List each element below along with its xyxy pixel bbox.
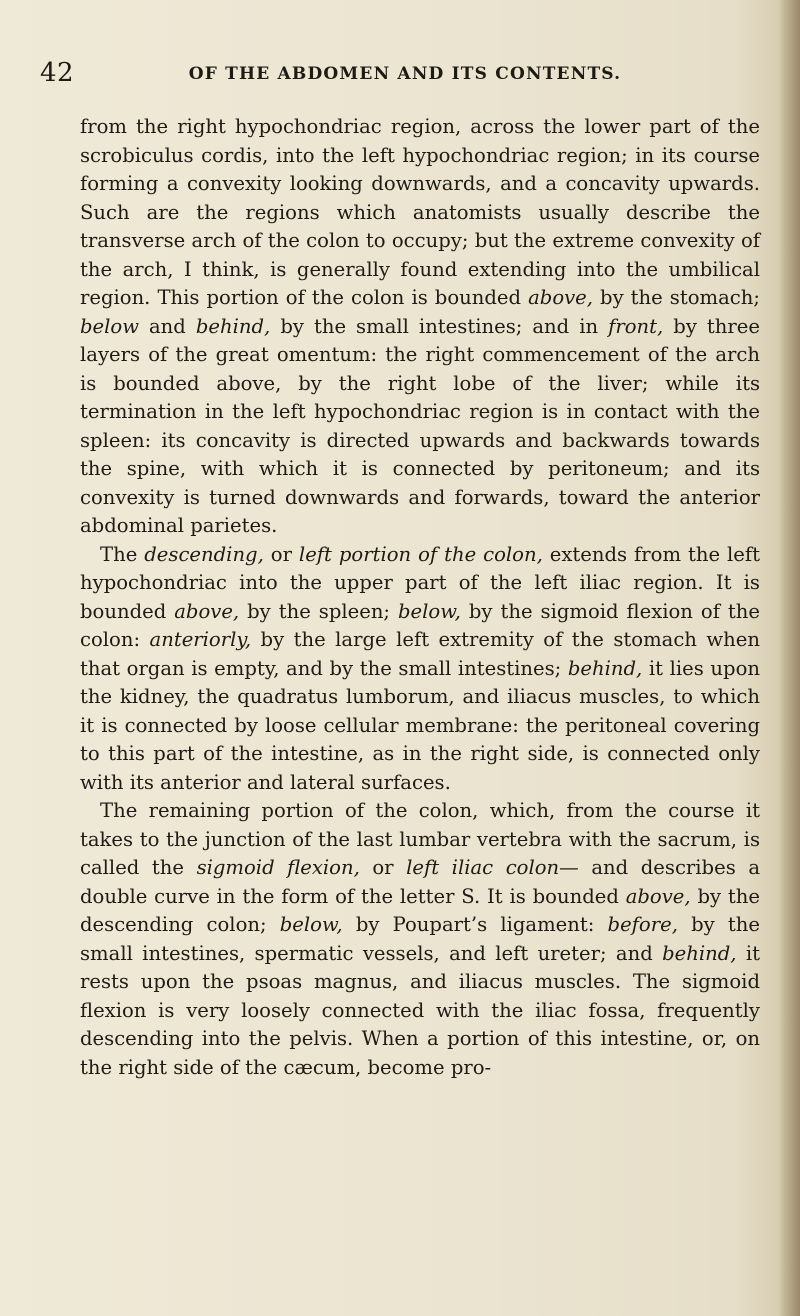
text-run: and bbox=[138, 314, 196, 338]
italic-term: above, bbox=[174, 599, 240, 623]
italic-term: left portion of the colon, bbox=[298, 542, 543, 566]
italic-term: behind, bbox=[195, 314, 271, 338]
text-run: by the stomach; bbox=[593, 286, 760, 309]
page-edge-shadow bbox=[778, 0, 800, 1316]
text-run: by the small intestines; and in bbox=[270, 314, 609, 338]
text-run: by three layers of the great omentum: the right commencement of the arch is bounded above, by the right lobe of the liver; while its termination in the left hypochondriac region is in contact with the spleen: its concavity is directed upwards and backwards towards the spine, with which it is connected by peritoneum; and its convexity is turned downwards and forwards, toward the anterior abdominal parietes. bbox=[80, 314, 760, 537]
page-number: 42 bbox=[40, 58, 75, 88]
text-run: The remaining portion of the colon, which, from the course it takes to the junction of the last lumbar vertebra with the sacrum, is called the bbox=[80, 799, 760, 879]
text-run: by the descending colon; bbox=[80, 884, 760, 936]
italic-term: before, bbox=[607, 913, 678, 936]
text-run: or bbox=[263, 542, 299, 566]
body-text bbox=[80, 113, 760, 1082]
text-run: by the spleen; bbox=[239, 599, 399, 623]
page-header bbox=[40, 58, 770, 92]
paragraph bbox=[80, 541, 760, 798]
italic-term: anteriorly, bbox=[149, 628, 252, 651]
text-run: by the small intestines, spermatic vessels, and left ureter; and bbox=[80, 913, 760, 965]
italic-term: behind, bbox=[662, 941, 737, 965]
italic-term: above, bbox=[625, 884, 691, 908]
text-run: or bbox=[359, 856, 407, 879]
italic-term: behind, bbox=[567, 656, 643, 680]
italic-term: front, bbox=[608, 314, 664, 338]
italic-term: sigmoid flexion, bbox=[196, 856, 360, 879]
text-run: it rests upon the psoas magnus, and iliacus muscles. The sigmoid flexion is very loosely connected with the iliac fossa, frequently descending into the pelvis. When a portion of this intestine, or, on the right side of the cæcum, become pro- bbox=[80, 941, 760, 1079]
running-head: OF THE ABDOMEN AND ITS CONTENTS. bbox=[188, 64, 622, 84]
text-run: — and describes a double curve in the form of the letter S. It is bounded bbox=[80, 856, 760, 908]
italic-term: left iliac colon bbox=[406, 856, 560, 879]
text-run: extends from the left hypochondriac into the upper part of the left iliac region. It is bounded bbox=[80, 542, 761, 623]
text-run: by Poupart’s ligament: bbox=[342, 913, 608, 936]
text-run: by the large left extremity of the stomach when that organ is empty, and by the small intestines; bbox=[80, 628, 760, 680]
paragraph bbox=[80, 797, 760, 1082]
italic-term: descending, bbox=[144, 542, 264, 566]
italic-term: below, bbox=[279, 913, 343, 936]
italic-term: above, bbox=[528, 286, 594, 309]
italic-term: below bbox=[80, 314, 139, 338]
text-run: it lies upon the kidney, the quadratus lumborum, and iliacus muscles, to which it is connected by loose cellular membrane: the peritoneal covering to this part of the intestine, as in the right side, is connected only with its anterior and lateral surfaces. bbox=[80, 656, 760, 794]
italic-term: below, bbox=[398, 599, 461, 623]
text-run: from the right hypochondriac region, across the lower part of the scrobiculus cordis, into the left hypochondriac region; in its course forming a convexity looking downwards, and a concavity upwards. Such are the regions which anatomists usually describe the transverse arch of the colon to occupy; but the extreme convexity of the arch, I think, is generally found extending into the umbilical region. This portion of the colon is bounded bbox=[80, 115, 760, 309]
paragraph bbox=[80, 113, 760, 541]
text-run: The bbox=[100, 542, 145, 566]
text-run: by the sigmoid flexion of the colon: bbox=[80, 599, 761, 651]
